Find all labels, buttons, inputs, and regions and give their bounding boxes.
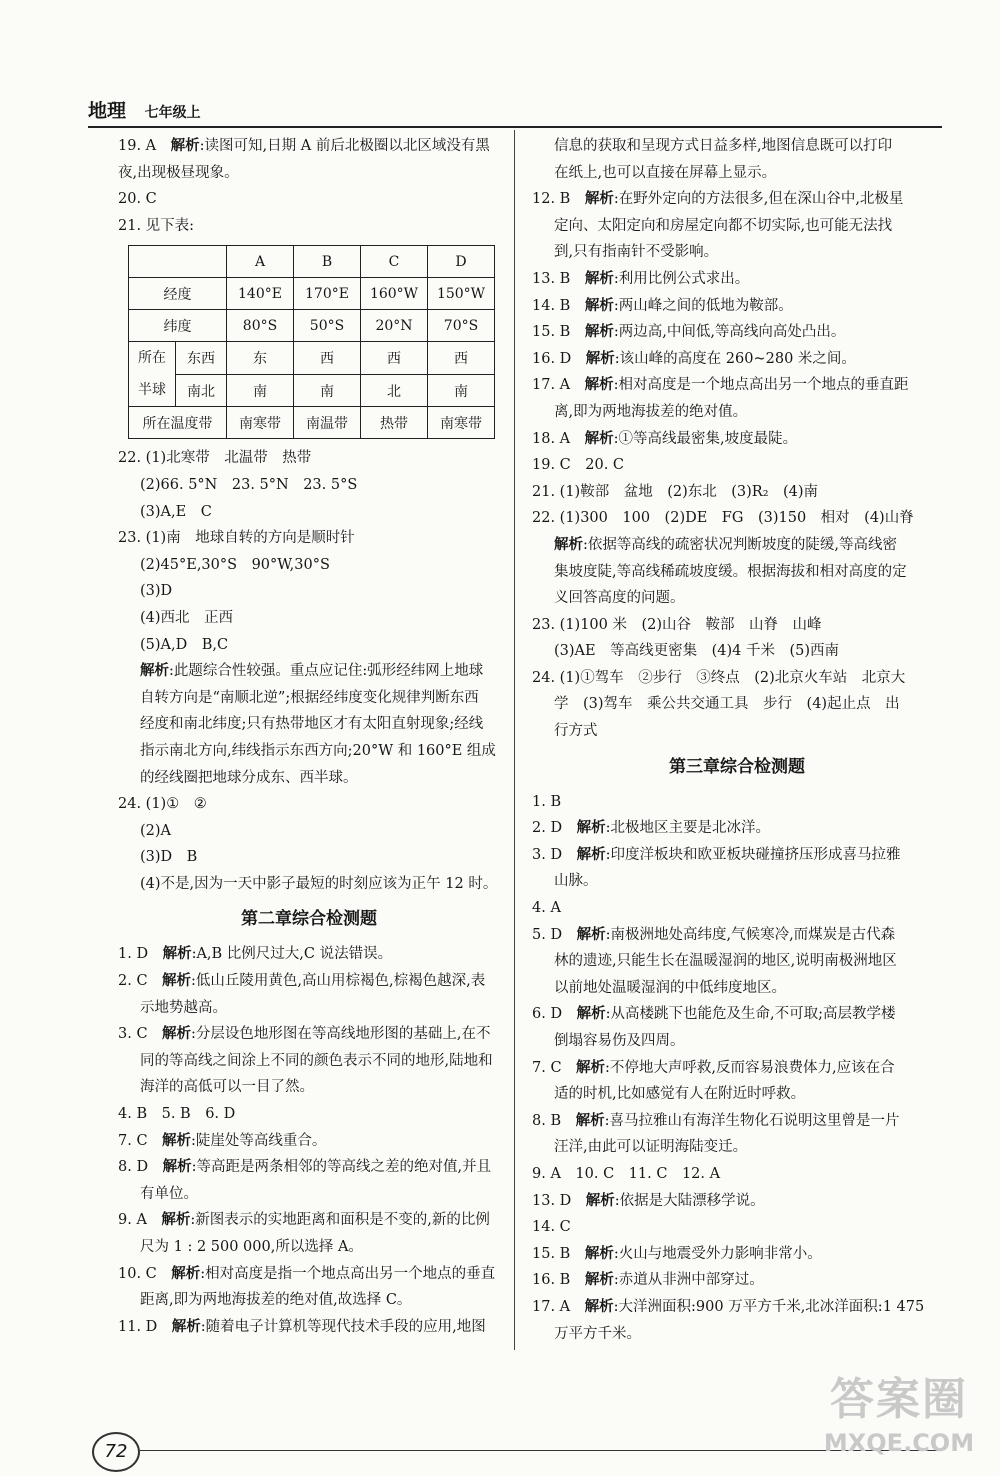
watermark-logo (814, 1372, 984, 1472)
answer-line: 14. C (532, 1219, 571, 1236)
answer-line: 1. D 解析:A,B 比例尺过大,C 说法错误。 (118, 946, 393, 963)
watermark-url: MXQE.COM (823, 1429, 975, 1457)
answer-line: 4. A (532, 900, 561, 917)
answer-line: 在纸上,也可以直接在屏幕上显示。 (554, 164, 777, 181)
analysis-line: 解析:此题综合性较强。重点应记住:弧形经纬网上地球 (140, 663, 484, 680)
answer-line: 汪洋,由此可以证明海陆变迁。 (554, 1139, 748, 1156)
answer-line: 9. A 解析:新图表示的实地距离和面积是不变的,新的比例 (118, 1212, 490, 1229)
answer-line: 20. C (118, 191, 157, 208)
answer-line: 23. (1)南 地球自转的方向是顺时针 (118, 530, 355, 547)
answer-line: 到,只有指南针不受影响。 (554, 244, 719, 261)
grade-label: 七年级上 (144, 105, 201, 121)
answer-line: (2)66. 5°N 23. 5°N 23. 5°S (140, 476, 358, 493)
answer-line: 2. C 解析:低山丘陵用黄色,高山用棕褐色,棕褐色越深,表 (118, 973, 486, 990)
answer-table-wrap (128, 245, 500, 439)
answer-line: 4. B 5. B 6. D (118, 1106, 236, 1123)
answer-line: 14. B 解析:两山峰之间的低地为鞍部。 (532, 297, 793, 314)
answer-line: 万平方千米。 (554, 1325, 641, 1342)
right-column (532, 133, 942, 1347)
answer-line: 13. D 解析:依据是大陆漂移学说。 (532, 1192, 765, 1209)
answer-line: 3. D 解析:印度洋板块和欧亚板块碰撞挤压形成喜马拉雅 (532, 846, 901, 863)
answer-line: (5)A,D B,C (140, 636, 229, 653)
answer-line: 11. D 解析:随着电子计算机等现代技术手段的应用,地图 (118, 1318, 486, 1335)
answer-line: (2)A (140, 822, 172, 839)
answer-line: 22. (1)北寒带 北温带 热带 (118, 450, 312, 467)
chapter-3-title: 第三章综合检测题 (669, 756, 805, 777)
answer-line: 距离,即为两地海拔差的绝对值,故选择 C。 (140, 1292, 412, 1309)
answer-line: 林的遗迹,只能生长在温暖湿润的地区,说明南极洲地区 (554, 953, 897, 970)
left-column (118, 133, 500, 1340)
answer-line: 1. B (532, 793, 562, 810)
answer-line: 19. A 解析:读图可知,日期 A 前后北极圈以北区域没有黑 (118, 138, 490, 154)
answer-line: 山脉。 (554, 873, 598, 890)
answer-line: 21. 见下表: (118, 217, 195, 234)
answer-line: 夜,出现极昼现象。 (118, 164, 239, 181)
answer-line: 10. C 解析:相对高度是指一个地点高出另一个地点的垂直 (118, 1265, 496, 1282)
answer-line: 倒塌容易伤及四周。 (554, 1033, 685, 1049)
answer-line: 6. D 解析:从高楼跳下也能危及生命,不可取;高层教学楼 (532, 1006, 896, 1023)
chapter-2-title: 第二章综合检测题 (241, 909, 377, 930)
answer-table: A B C D 经度 140°E 170°E 160°W 150°W 纬度 80°S 50°S 20°N 70°S 所在 半球 东西 东 西 西 西 南北 南 南 北 南 所在温度带 南寒带 南温带 热带 南寒带 (128, 245, 495, 439)
answer-line: 海洋的高低可以一目了然。 (140, 1079, 314, 1096)
answer-line: 17. A 解析:大洋洲面积:900 万平方千米,北冰洋面积:1 475 (532, 1298, 925, 1315)
answer-line: 有单位。 (140, 1185, 198, 1202)
answer-line: 18. A 解析:①等高线最密集,坡度最陡。 (532, 430, 798, 447)
analysis-line: 经度和南北纬度;只有热带地区才有太阳直射现象;经线 (140, 716, 484, 733)
analysis-line: 自转方向是“南顺北逆”;根据经纬度变化规律判断东西 (140, 689, 479, 706)
analysis-line: 义回答高度的问题。 (554, 590, 685, 607)
answer-line: 15. B 解析:火山与地震受外力影响非常小。 (532, 1245, 822, 1262)
answer-line: 行方式 (554, 723, 598, 740)
answer-line: (3)D B (140, 849, 198, 866)
answer-line: (3)D (140, 583, 173, 600)
answer-line: (3)AE 等高线更密集 (4)4 千米 (5)西南 (554, 643, 840, 660)
page-number: 72 (92, 1432, 140, 1472)
answer-line: (3)A,E C (140, 503, 212, 520)
answer-line: (4)西北 正西 (140, 609, 234, 626)
answer-line: 23. (1)100 米 (2)山谷 鞍部 山脊 山峰 (532, 616, 822, 633)
answer-line: 16. D 解析:该山峰的高度在 260~280 米之间。 (532, 350, 856, 367)
answer-line: 学 (3)驾车 乘公共交通工具 步行 (4)起止点 出 (554, 696, 900, 713)
answer-line: 3. C 解析:分层设色地形图在等高线地形图的基础上,在不 (118, 1026, 491, 1043)
answer-line: 13. B 解析:利用比例公式求出。 (532, 270, 750, 287)
answer-line: 17. A 解析:相对高度是一个地点高出另一个地点的垂直距 (532, 377, 909, 394)
answer-line: 21. (1)鞍部 盆地 (2)东北 (3)R₂ (4)南 (532, 483, 819, 500)
answer-line: 尺为 1 : 2 500 000,所以选择 A。 (140, 1239, 363, 1255)
answer-line: 同的等高线之间涂上不同的颜色表示不同的地形,陆地和 (140, 1052, 493, 1069)
answer-line: 7. C 解析:陡崖处等高线重合。 (118, 1132, 327, 1149)
answer-line: 15. B 解析:两边高,中间低,等高线向高处凸出。 (532, 324, 846, 341)
answer-line: 5. D 解析:南极洲地处高纬度,气候寒冷,而煤炭是古代森 (532, 926, 896, 943)
answer-line: 24. (1)①驾车 ②步行 ③终点 (2)北京火车站 北京大 (532, 669, 906, 686)
column-divider (514, 130, 515, 1350)
answer-line: 7. C 解析:不停地大声呼救,反而容易浪费体力,应该在合 (532, 1059, 895, 1076)
answer-line: (2)45°E,30°S 90°W,30°S (140, 556, 330, 573)
page-header (88, 96, 201, 123)
analysis-line: 集坡度陡,等高线稀疏坡度缓。根据海拔和相对高度的定 (554, 563, 907, 580)
answer-line: (4)不是,因为一天中影子最短的时刻应该为正午 12 时。 (140, 875, 498, 892)
answer-line: 离,即为两地海拔差的绝对值。 (554, 403, 748, 420)
answer-line: 12. B 解析:在野外定向的方法很多,但在深山谷中,北极星 (532, 191, 904, 208)
answer-line: 16. B 解析:赤道从非洲中部穿过。 (532, 1272, 764, 1289)
watermark-text: 答案圈 (830, 1374, 968, 1425)
analysis-line: 的经线圈把地球分成东、西半球。 (140, 769, 358, 786)
answer-line: 19. C 20. C (532, 457, 625, 474)
answer-line: 定向、太阳定向和房屋定向都不切实际,也可能无法找 (554, 217, 893, 234)
answer-line: 9. A 10. C 11. C 12. A (532, 1165, 721, 1182)
answer-line: 8. B 解析:喜马拉雅山有海洋生物化石说明这里曾是一片 (532, 1112, 900, 1129)
answer-line: 适的时机,比如感觉有人在附近时呼救。 (554, 1086, 806, 1103)
answer-line: 以前地处温暖湿润的中低纬度地区。 (554, 979, 786, 996)
answer-line: 2. D 解析:北极地区主要是北冰洋。 (532, 820, 770, 837)
answer-line: 示地势越高。 (140, 999, 227, 1016)
answer-line: 信息的获取和呈现方式日益多样,地图信息既可以打印 (554, 138, 893, 154)
analysis-line: 指示南北方向,纬线指示东西方向;20°W 和 160°E 组成 (140, 742, 496, 759)
analysis-line: 解析:依据等高线的疏密状况判断坡度的陡缓,等高线密 (554, 536, 897, 553)
subject-label: 地理 (88, 100, 127, 122)
answer-line: 8. D 解析:等高距是两条相邻的等高线之差的绝对值,并且 (118, 1159, 492, 1176)
header-rule (88, 126, 942, 128)
answer-line: 24. (1)① ② (118, 796, 207, 813)
answer-line: 22. (1)300 100 (2)DE FG (3)150 相对 (4)山脊 (532, 510, 914, 527)
